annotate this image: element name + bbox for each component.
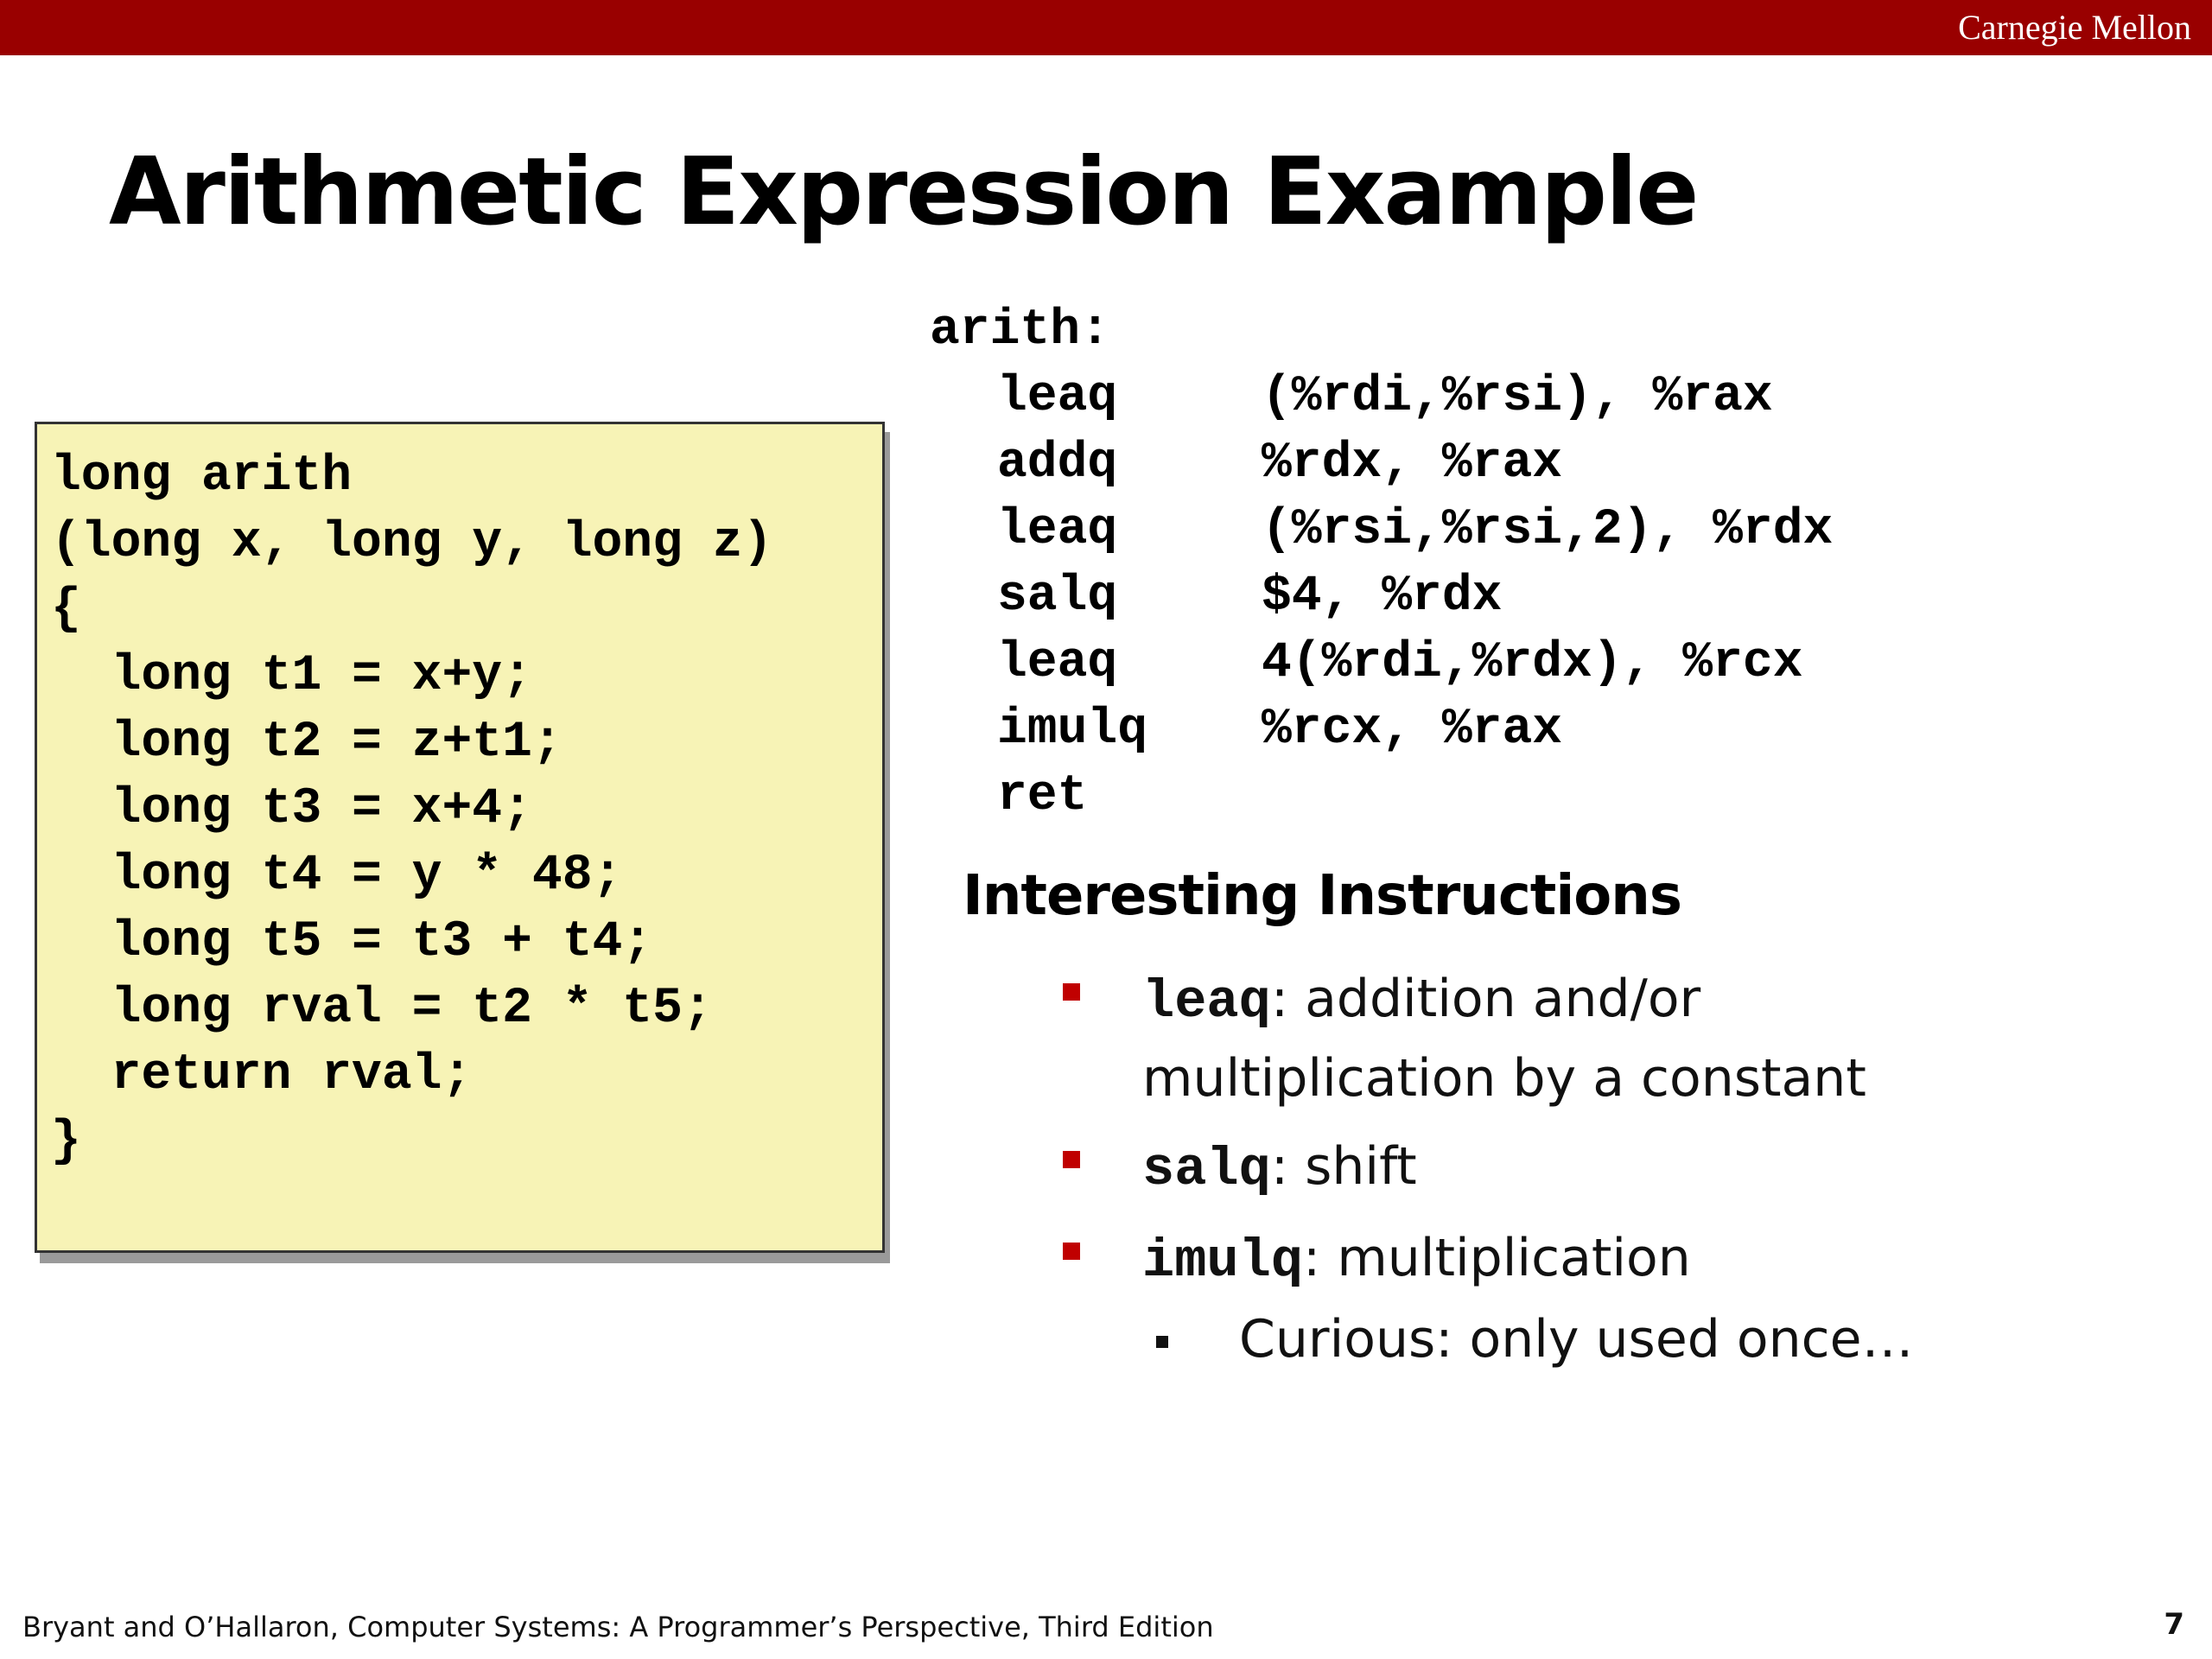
code-line: return rval;: [51, 1047, 473, 1103]
c-code-box: [35, 422, 885, 1253]
asm-opcode: leaq: [997, 369, 1118, 425]
code-line: {: [51, 582, 81, 638]
asm-operands: $4, %rdx: [1262, 569, 1503, 625]
code-line: long t1 = x+y;: [51, 648, 532, 704]
footer-citation: Bryant and O’Hallaron, Computer Systems: A Programmer’s Perspective, Third Edition: [22, 1611, 1214, 1643]
code-line: long t2 = z+t1;: [51, 715, 563, 771]
c-code-lines: [51, 443, 772, 1175]
asm-operands: %rdx, %rax: [1262, 435, 1563, 492]
instruction-notes: [1063, 961, 1920, 1312]
bullet-text: : addition and/or multiplication by a constant: [1142, 969, 1866, 1109]
asm-operands: %rcx, %rax: [1262, 702, 1563, 758]
asm-opcode: leaq: [997, 635, 1118, 691]
brand-label: Carnegie Mellon: [1958, 8, 2191, 47]
code-line: (long x, long y, long z): [51, 515, 773, 571]
header-bar: [0, 0, 2212, 55]
bullet-square-icon: [1063, 983, 1080, 1001]
asm-opcode: addq: [997, 435, 1118, 492]
notes-heading: Interesting Instructions: [963, 864, 1681, 928]
code-line: }: [51, 1114, 81, 1170]
asm-row: [997, 430, 1563, 497]
code-line: long t4 = y * 48;: [51, 848, 623, 904]
asm-row: [997, 763, 1117, 830]
bullet-text: : shift: [1270, 1136, 1417, 1197]
bullet-keyword: leaq: [1142, 971, 1271, 1033]
asm-function-label: arith:: [930, 302, 1110, 359]
asm-opcode: salq: [997, 569, 1118, 625]
code-line: long arith: [51, 448, 353, 505]
asm-operands: 4(%rdi,%rdx), %rcx: [1262, 635, 1803, 691]
asm-row: [997, 696, 1563, 763]
assembly-listing: [997, 364, 1834, 830]
bullet-item: [1063, 961, 1920, 1116]
bullet-item: [1063, 1220, 1920, 1300]
asm-opcode: ret: [997, 768, 1088, 824]
asm-row: [997, 630, 1803, 696]
asm-row: [997, 497, 1834, 563]
asm-opcode: leaq: [997, 502, 1118, 558]
asm-row: [997, 364, 1773, 430]
bullet-text: : multiplication: [1303, 1228, 1691, 1288]
bullet-square-icon: [1063, 1243, 1080, 1260]
code-line: long t3 = x+4;: [51, 781, 532, 837]
bullet-keyword: salq: [1142, 1139, 1271, 1200]
bullet-keyword: imulq: [1142, 1230, 1304, 1292]
asm-operands: (%rdi,%rsi), %rax: [1262, 369, 1773, 425]
slide-title: Arithmetic Expression Example: [109, 138, 1698, 246]
asm-operands: (%rsi,%rsi,2), %rdx: [1262, 502, 1834, 558]
bullet-item: [1063, 1128, 1920, 1208]
asm-row: [997, 563, 1503, 630]
bullet-square-icon: [1063, 1151, 1080, 1168]
sub-bullet-square-icon: [1156, 1336, 1168, 1348]
page-number: 7: [2164, 1607, 2184, 1642]
code-line: long t5 = t3 + t4;: [51, 914, 653, 970]
code-line: long rval = t2 * t5;: [51, 981, 713, 1037]
sub-bullet-text: Curious: only used once…: [1239, 1309, 1914, 1370]
asm-opcode: imulq: [997, 702, 1148, 758]
